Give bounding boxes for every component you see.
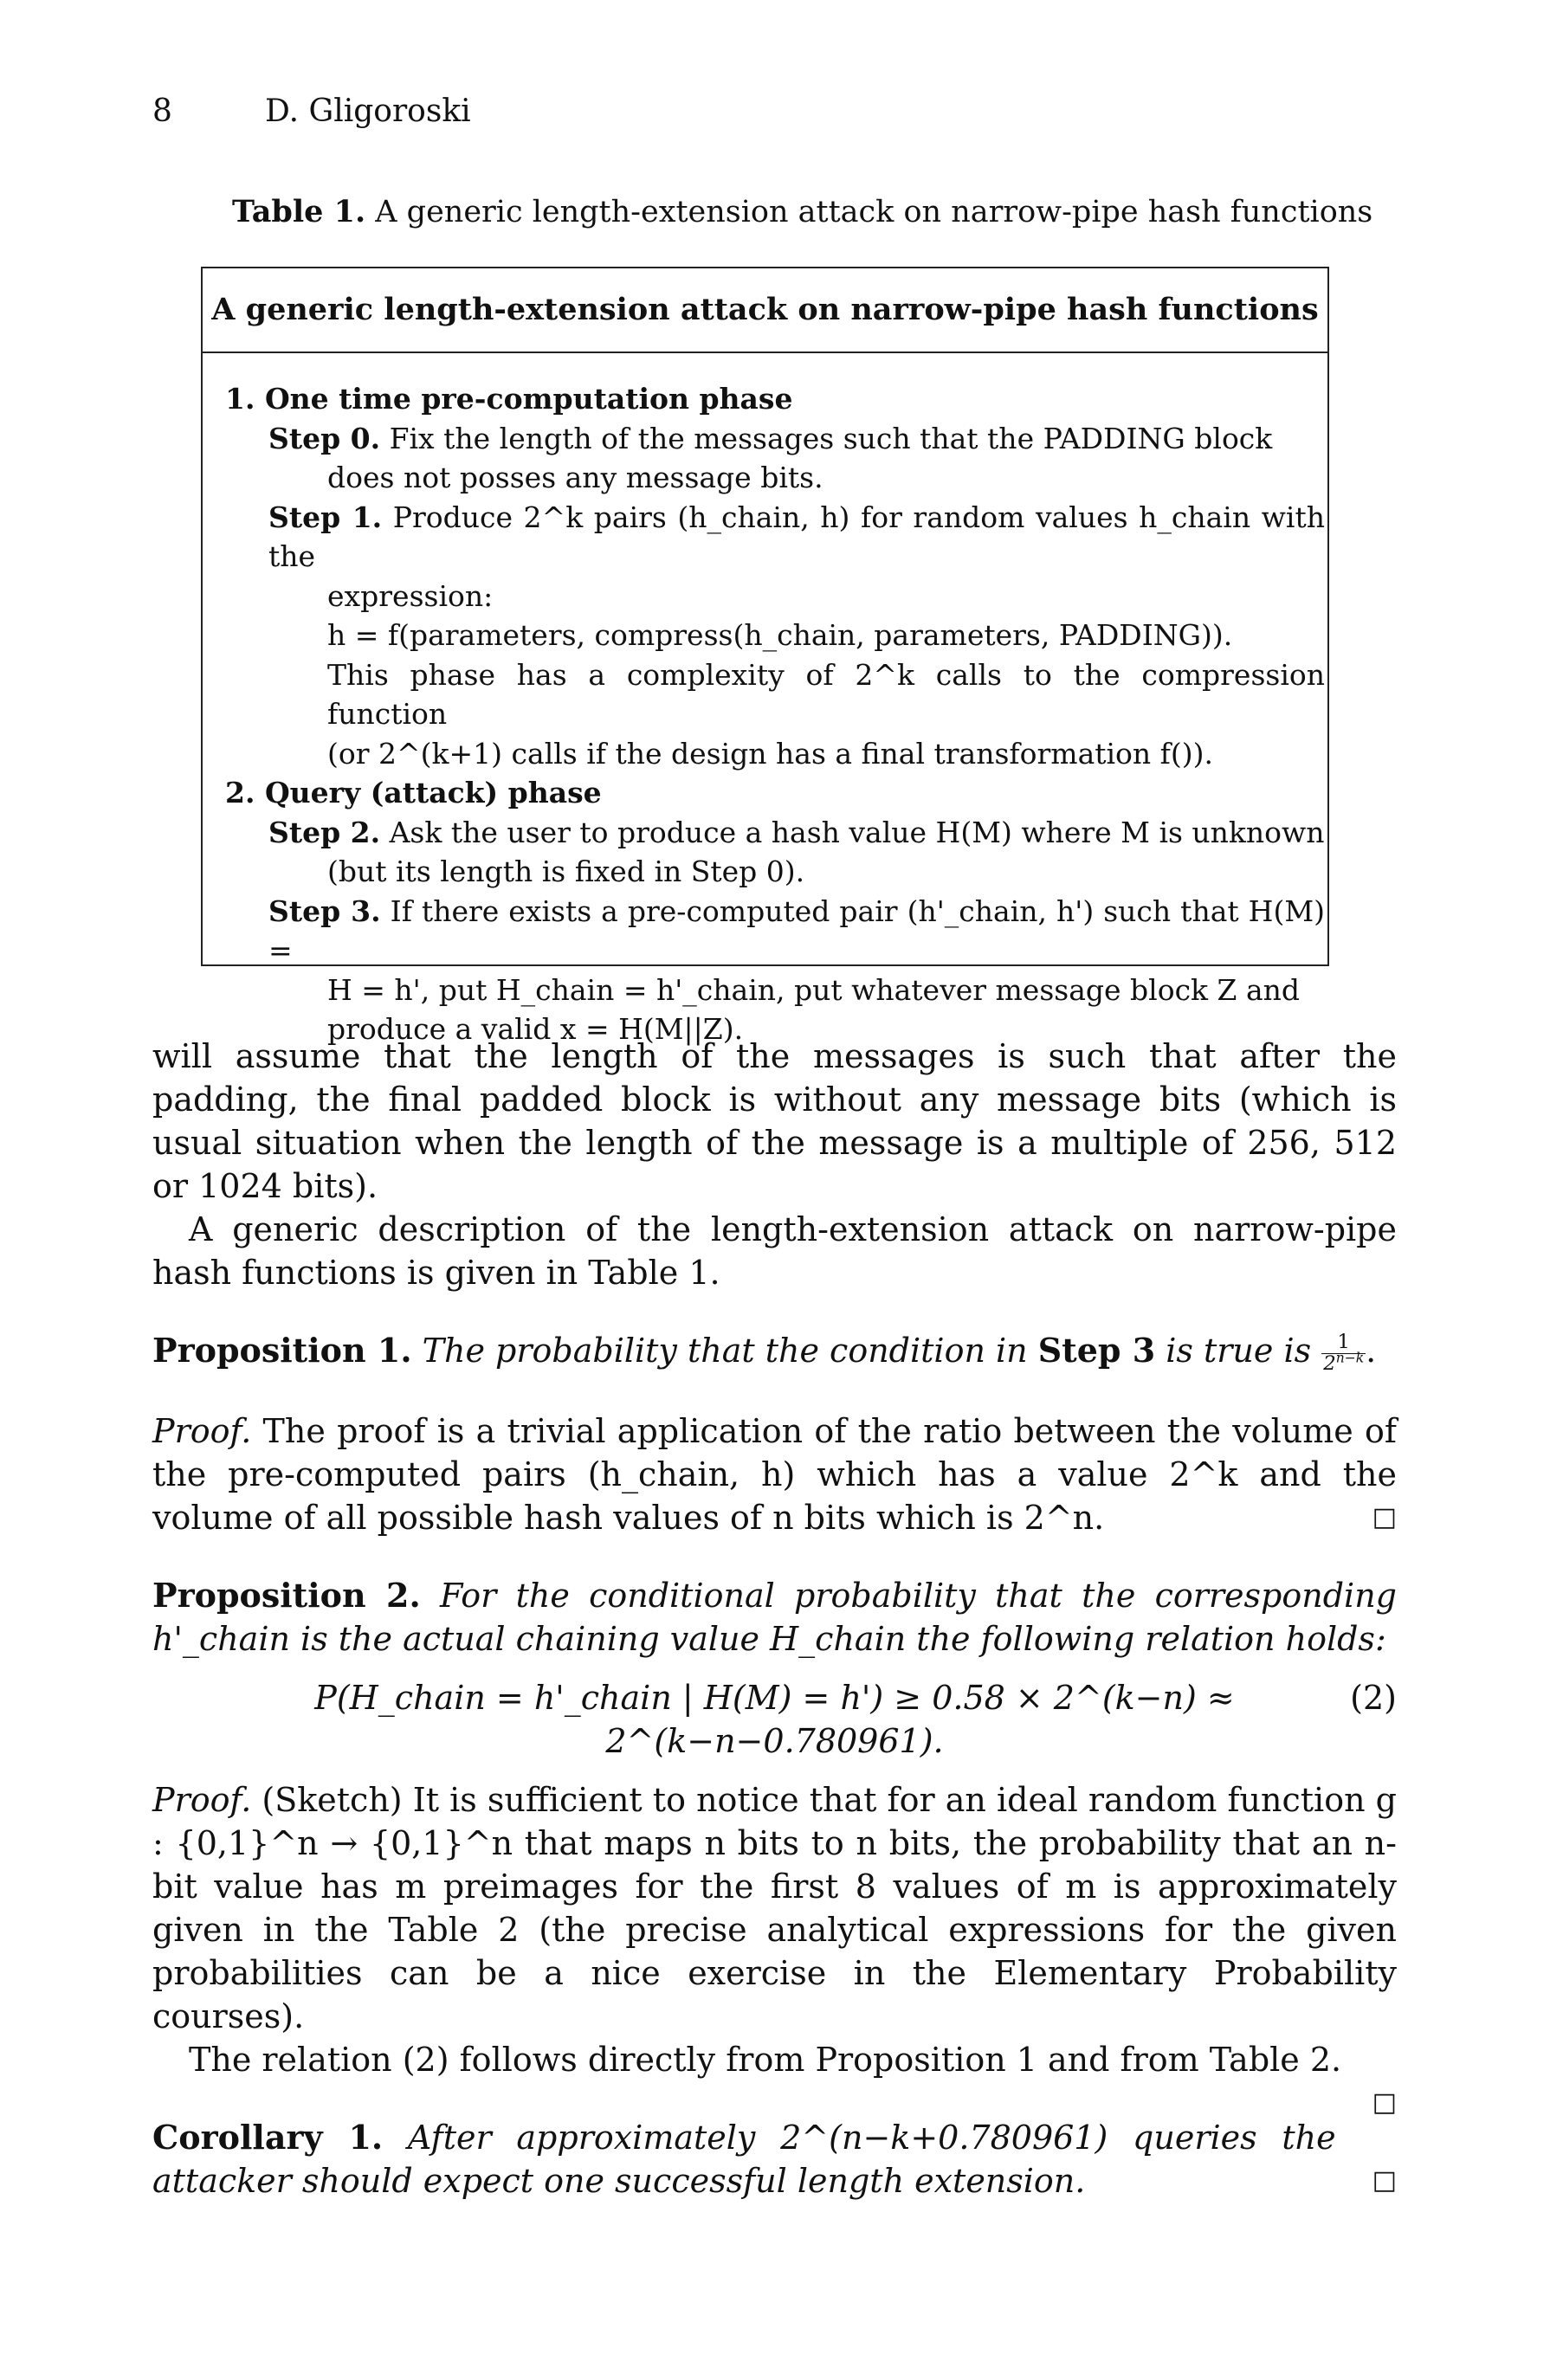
step-3: Step 3. If there exists a pre-computed pair (h'_chain, h') such that H(M) =: [268, 893, 1325, 967]
proof-2-text: (Sketch) It is sufficient to notice that for an ideal random function g : {0,1}^n → {0,1}^n that maps n bits to n bits, the probability that an n-bit value has m preimages for the first 8 values of m is approximately given in the Table 2 (the precise analytical expressions for the given probabilities can be a nice exercise in the Elementary Probability courses).: [152, 1780, 1397, 2035]
step-3-line-3: produce a valid x = H(M||Z).: [327, 1012, 744, 1046]
step-2-line-2: (but its length is fixed in Step 0).: [327, 855, 805, 888]
proposition-1-title: Proposition 1.: [152, 1331, 412, 1370]
table-heading: A generic length-extension attack on narrow-pipe hash functions: [203, 268, 1327, 353]
qed-symbol: □: [1372, 2087, 1397, 2118]
fraction-1-over-2-n-k: $\frac{1}{2^{n-k}}$: [1323, 1331, 1365, 1375]
table-caption-label: Table 1.: [232, 194, 366, 229]
page-number: 8: [152, 94, 172, 129]
table-caption: [232, 194, 1372, 229]
relation-paragraph: The relation (2) follows directly from Proposition 1 and from Table 2. □: [152, 2038, 1397, 2081]
step-0: Step 0. Fix the length of the messages such that the PADDING block: [268, 421, 1273, 455]
equation-2: [152, 1676, 1397, 1763]
corollary-1: Corollary 1. After approximately 2^(n−k+0.780961) queries the attacker should expect one successful length extension. □: [152, 2116, 1397, 2203]
corollary-1-text: After approximately 2^(n−k+0.780961) queries the attacker should expect one successful length extension.: [152, 2118, 1336, 2200]
phase-2-title: 2. Query (attack) phase: [225, 776, 602, 809]
table-caption-text: A generic length-extension attack on narrow-pipe hash functions: [375, 195, 1373, 229]
table-body: [225, 379, 1325, 1049]
step-0-text-cont: does not posses any message bits.: [327, 461, 823, 494]
equation-number: (2): [1350, 1678, 1397, 1717]
proposition-2-text: For the conditional probability that the corresponding h'_chain is the actual chaining value H_chain the following relation holds:: [152, 1576, 1397, 1658]
step-1-line-3: h = f(parameters, compress(h_chain, parameters, PADDING)).: [327, 618, 1233, 652]
qed-symbol: □: [1372, 2164, 1397, 2196]
equation-2-body: P(H_chain = h'_chain | H(M) = h') ≥ 0.58 × 2^(k−n) ≈ 2^(k−n−0.780961).: [314, 1678, 1235, 1760]
running-author: D. Gligoroski: [265, 94, 471, 129]
proposition-2: Proposition 2. For the conditional probability that the corresponding h'_chain is the actual chaining value H_chain the following relation holds:: [152, 1575, 1397, 1658]
step-3-line-2: H = h', put H_chain = h'_chain, put whatever message block Z and: [327, 972, 1301, 1007]
step-1-line-1: Produce 2^k pairs (h_chain, h) for random values h_chain with the: [268, 500, 1325, 573]
step-1-line-5: (or 2^(k+1) calls if the design has a final transformation f()).: [327, 736, 1213, 771]
step-1-line-4: This phase has a complexity of 2^k calls to the compression function: [327, 657, 1325, 731]
qed-symbol: □: [1372, 1501, 1397, 1532]
body-text: [152, 1035, 1397, 2203]
step-2: Step 2. Ask the user to produce a hash value H(M) where M is unknown: [268, 815, 1325, 849]
step-2-line-1: Ask the user to produce a hash value H(M) where M is unknown: [389, 815, 1325, 849]
page-header: [152, 94, 471, 129]
proof-1: Proof. The proof is a trivial application of the ratio between the volume of the pre-computed pairs (h_chain, h) which has a value 2^k and the volume of all possible hash values of n bits which is 2^n. □: [152, 1409, 1397, 1539]
phase-1-title: 1. One time pre-computation phase: [225, 382, 793, 416]
step-1: Step 1. Produce 2^k pairs (h_chain, h) for random values h_chain with the: [268, 500, 1325, 573]
step-3-line-1: If there exists a pre-computed pair (h'_chain, h') such that H(M) =: [268, 893, 1325, 967]
attack-table: [201, 267, 1329, 1046]
paragraph-1: will assume that the length of the messages is such that after the padding, the final padded block is without any message bits (which is usual situation when the length of the message is a multiple of 256, 512 or 1024 bits).: [152, 1037, 1397, 1205]
proof-2: Proof. (Sketch) It is sufficient to notice that for an ideal random function g : {0,1}^n → {0,1}^n that maps n bits to n bits, the probability that an n-bit value has m preimages for the first 8 values of m is approximately given in the Table 2 (the precise analytical expressions for the given probabilities can be a nice exercise in the Elementary Probability courses).: [152, 1780, 1397, 2035]
step-1-line-2: expression:: [327, 578, 494, 613]
paragraph-2: A generic description of the length-extension attack on narrow-pipe hash functions is given in Table 1.: [152, 1210, 1397, 1292]
proof-1-text: The proof is a trivial application of the ratio between the volume of the pre-computed pairs (h_chain, h) which has a value 2^k and the volume of all possible hash values of n bits which is 2^n.: [152, 1411, 1397, 1537]
step-0-text: Fix the length of the messages such that the PADDING block: [389, 421, 1273, 455]
proposition-1: Proposition 1. The probability that the condition in Step 3 is true is $\frac{1}{2^{n-k}}$ .: [152, 1331, 1377, 1375]
